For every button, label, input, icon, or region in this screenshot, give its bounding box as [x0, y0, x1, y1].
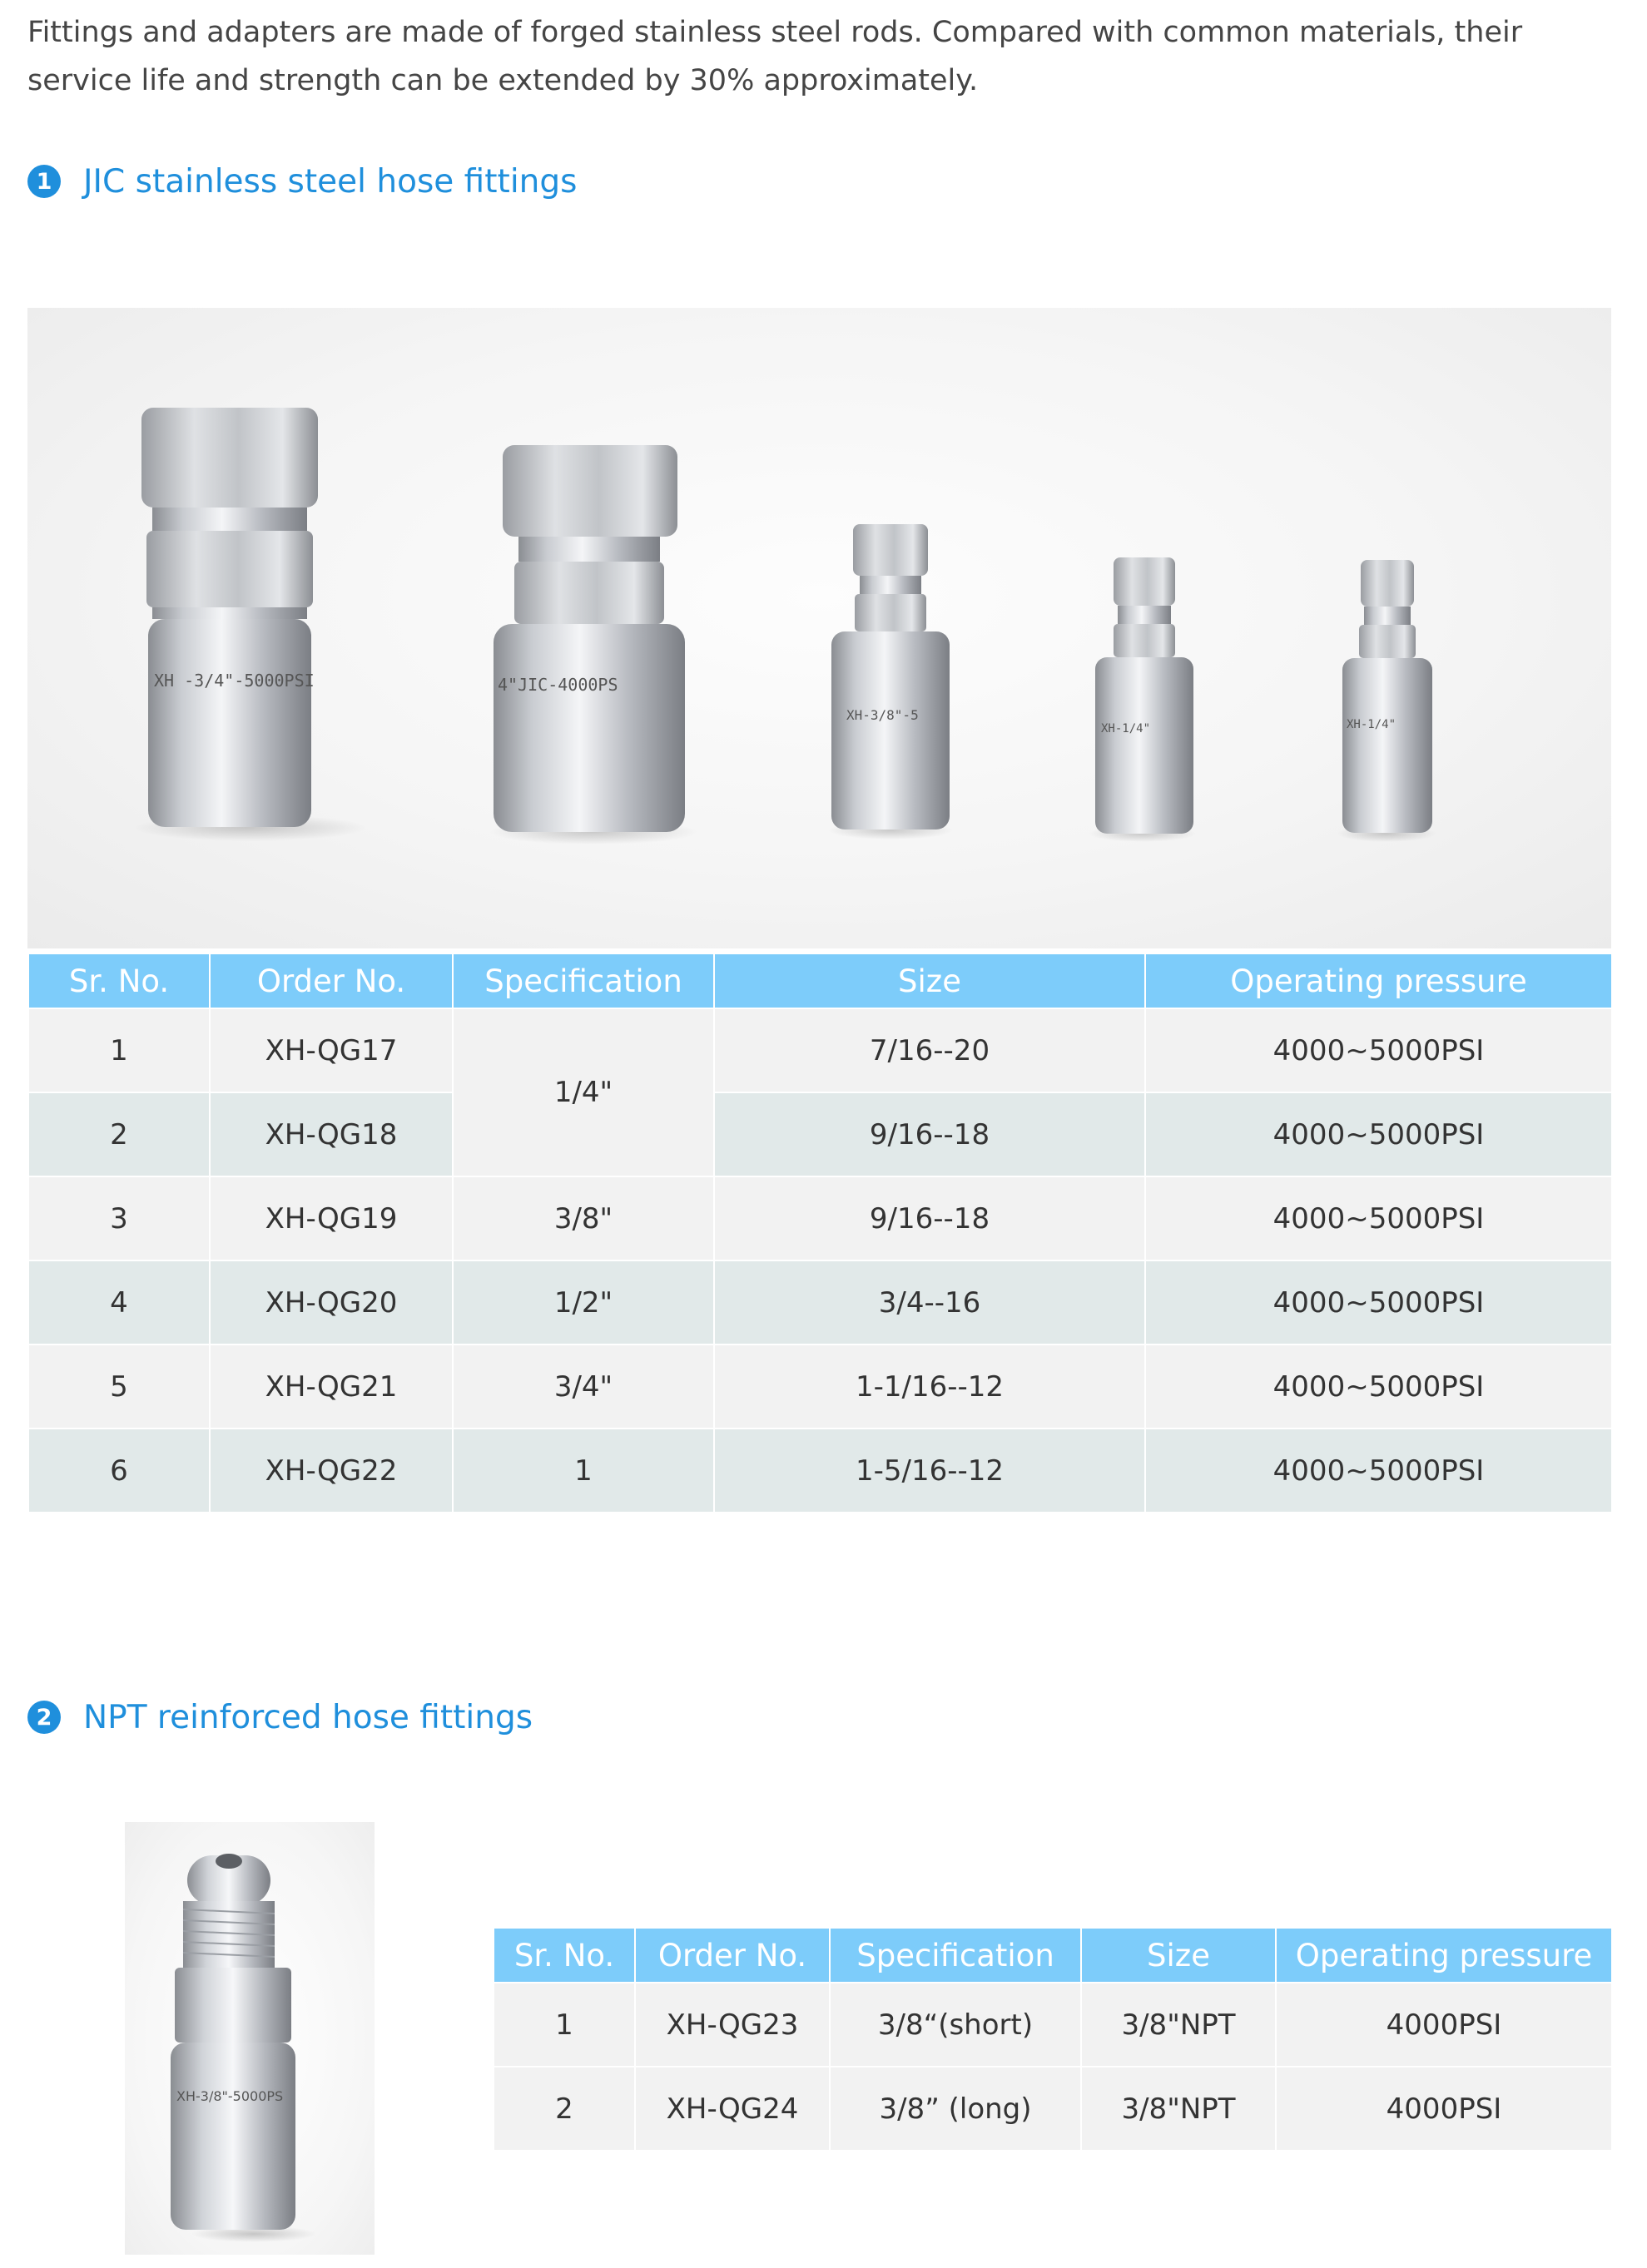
- header-order-no: Order No.: [635, 1928, 830, 1983]
- header-specification: Specification: [830, 1928, 1081, 1983]
- cell-spec: 3/8": [453, 1176, 714, 1260]
- table-row: [28, 1429, 1612, 1513]
- cell-size: 1-1/16--12: [714, 1344, 1145, 1429]
- header-size: Size: [714, 953, 1145, 1008]
- header-specification: Specification: [453, 953, 714, 1008]
- fitting-3-label: XH-3/8"-5: [846, 707, 919, 723]
- header-operating-pressure: Operating pressure: [1145, 953, 1612, 1008]
- fitting-3-8-icon: [828, 524, 953, 839]
- cell-sr: 3: [28, 1176, 210, 1260]
- cell-size: 3/4--16: [714, 1260, 1145, 1344]
- cell-pressure: 4000~5000PSI: [1145, 1344, 1612, 1429]
- cell-spec: 1/2": [453, 1260, 714, 1344]
- jic-spec-table: [27, 953, 1613, 1513]
- cell-order: XH-QG24: [635, 2067, 830, 2151]
- number-1-icon: 1: [27, 165, 61, 198]
- cell-sr: 5: [28, 1344, 210, 1429]
- fitting-1-4-icon-b: [1337, 560, 1436, 842]
- cell-sr: 1: [28, 1008, 210, 1092]
- cell-size: 3/8"NPT: [1081, 1983, 1276, 2067]
- npt-fitting-label: XH-3/8"-5000PS: [176, 2088, 284, 2104]
- cell-spec: 1: [453, 1429, 714, 1513]
- fitting-1-label: XH -3/4"-5000PSI: [154, 671, 315, 691]
- cell-size: 1-5/16--12: [714, 1429, 1145, 1513]
- cell-pressure: 4000~5000PSI: [1145, 1092, 1612, 1176]
- table-row: [28, 1008, 1612, 1092]
- table-row: [28, 1092, 1612, 1176]
- fitting-2-label: 4"JIC-4000PS: [498, 675, 618, 695]
- cell-sr: 2: [494, 2067, 635, 2151]
- table-row: [494, 1983, 1612, 2067]
- cell-order: XH-QG23: [635, 1983, 830, 2067]
- cell-pressure: 4000~5000PSI: [1145, 1176, 1612, 1260]
- fitting-3-4-icon: [133, 408, 366, 841]
- cell-size: 7/16--20: [714, 1008, 1145, 1092]
- cell-pressure: 4000~5000PSI: [1145, 1429, 1612, 1513]
- cell-order: XH-QG21: [210, 1344, 453, 1429]
- cell-size: 9/16--18: [714, 1176, 1145, 1260]
- npt-fitting-photo: [125, 1822, 375, 2255]
- fitting-5-label: XH-1/4": [1347, 718, 1396, 731]
- cell-order: XH-QG22: [210, 1429, 453, 1513]
- section-title-npt: NPT reinforced hose fittings: [83, 1698, 533, 1736]
- table-row: [28, 1176, 1612, 1260]
- cell-size: 3/8"NPT: [1081, 2067, 1276, 2151]
- npt-fitting-icon: [171, 1854, 316, 2242]
- cell-spec: 3/8“(short): [830, 1983, 1081, 2067]
- cell-pressure: 4000~5000PSI: [1145, 1008, 1612, 1092]
- cell-pressure: 4000PSI: [1276, 2067, 1612, 2151]
- section-heading-npt: [27, 1692, 533, 1742]
- cell-sr: 1: [494, 1983, 635, 2067]
- npt-spec-table: [493, 1927, 1613, 2152]
- jic-fittings-photo: [27, 308, 1611, 948]
- fitting-1-4-icon-a: [1089, 557, 1197, 842]
- cell-sr: 2: [28, 1092, 210, 1176]
- cell-sr: 4: [28, 1260, 210, 1344]
- cell-spec: 3/4": [453, 1344, 714, 1429]
- cell-pressure: 4000PSI: [1276, 1983, 1612, 2067]
- cell-sr: 6: [28, 1429, 210, 1513]
- intro-text: Fittings and adapters are made of forged stainless steel rods. Compared with common materials, their service life and strength can be extended by 30% approximately.: [27, 16, 1523, 97]
- fitting-4-label: XH-1/4": [1101, 722, 1151, 735]
- table-row: [28, 1344, 1612, 1429]
- header-order-no: Order No.: [210, 953, 453, 1008]
- cell-spec: 1/4": [453, 1008, 714, 1176]
- table-row: [494, 2067, 1612, 2151]
- header-size: Size: [1081, 1928, 1276, 1983]
- table-row: [28, 1260, 1612, 1344]
- number-2-icon: 2: [27, 1701, 61, 1734]
- header-sr-no: Sr. No.: [28, 953, 210, 1008]
- cell-order: XH-QG19: [210, 1176, 453, 1260]
- header-sr-no: Sr. No.: [494, 1928, 635, 1983]
- section-title-jic: JIC stainless steel hose fittings: [83, 162, 578, 201]
- fitting-1-2-icon: [489, 445, 697, 844]
- cell-pressure: 4000~5000PSI: [1145, 1260, 1612, 1344]
- header-operating-pressure: Operating pressure: [1276, 1928, 1612, 1983]
- table-header-row: [28, 953, 1612, 1008]
- table-header-row: [494, 1928, 1612, 1983]
- cell-order: XH-QG17: [210, 1008, 453, 1092]
- cell-size: 9/16--18: [714, 1092, 1145, 1176]
- section-heading-jic: [27, 156, 577, 206]
- cell-order: XH-QG20: [210, 1260, 453, 1344]
- cell-order: XH-QG18: [210, 1092, 453, 1176]
- cell-spec: 3/8” (long): [830, 2067, 1081, 2151]
